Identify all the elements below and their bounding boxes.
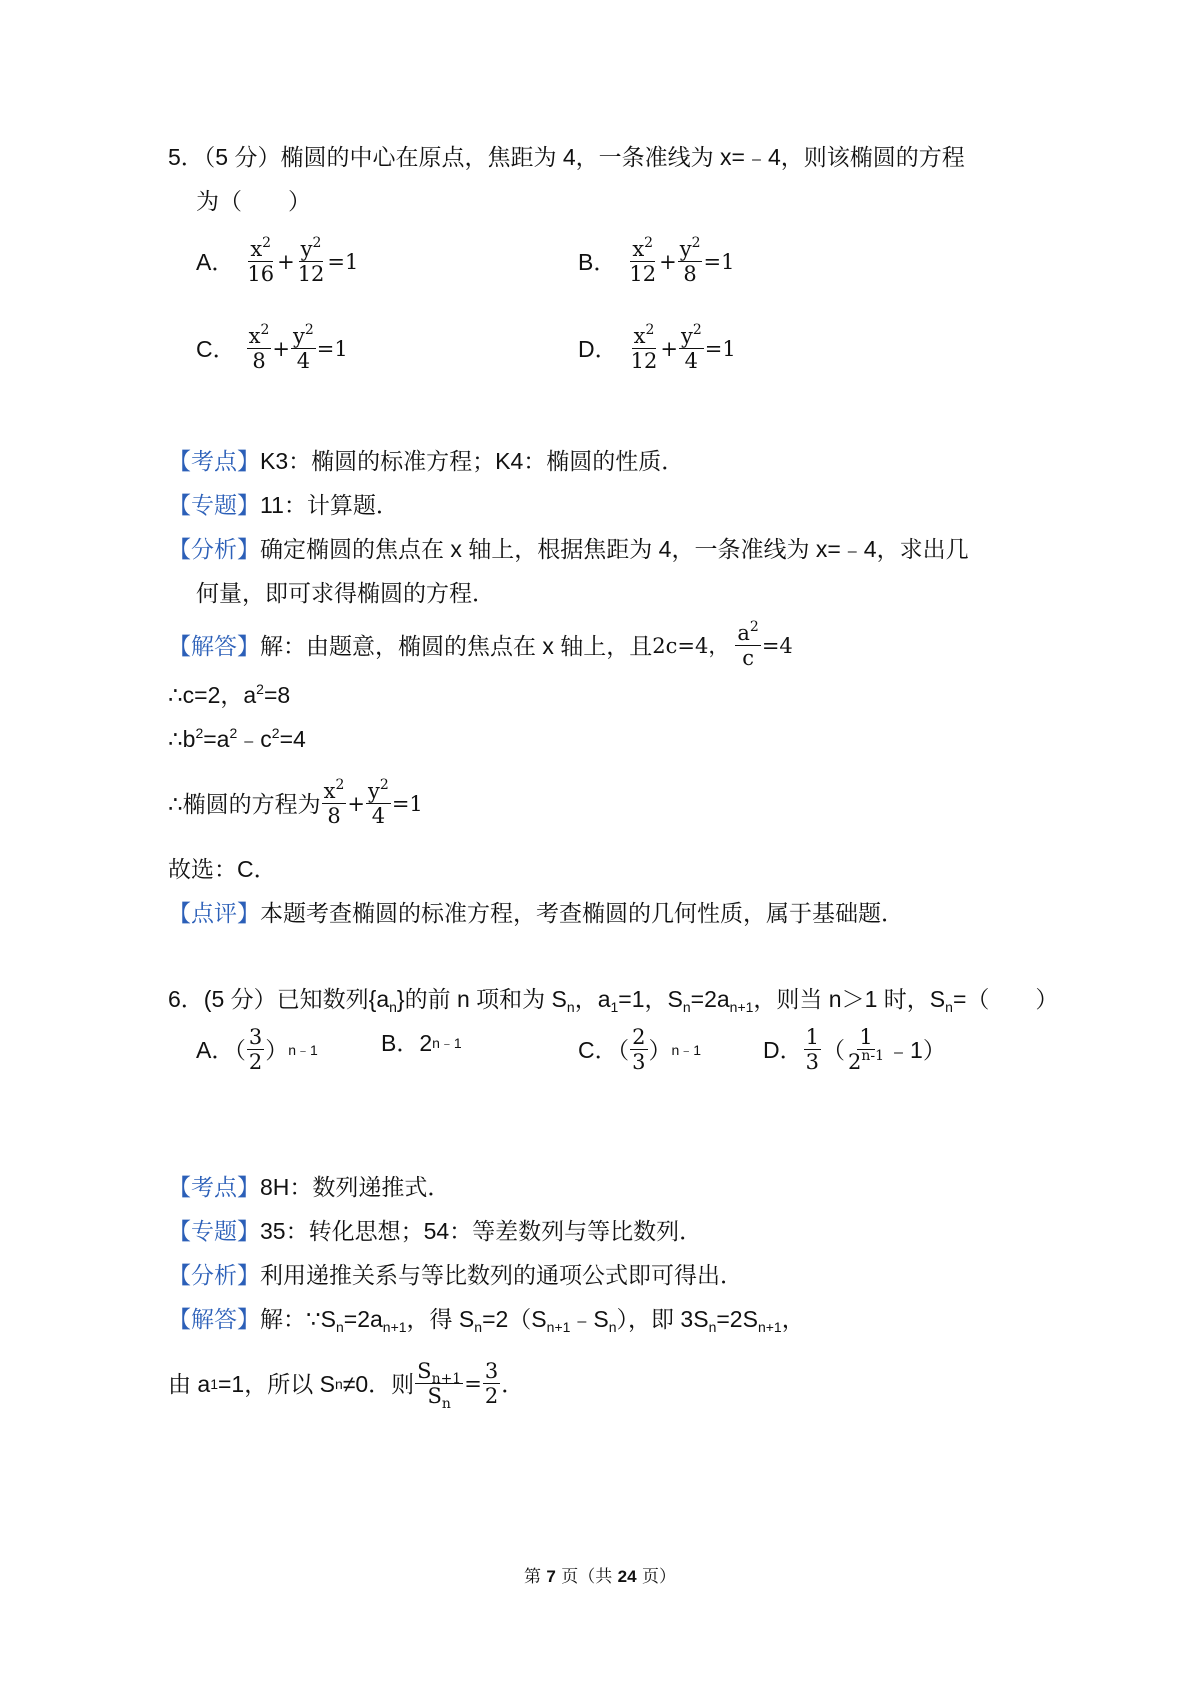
page-footer: 第 7 页（共 24 页） xyxy=(523,1567,676,1587)
q5-step2: $\therefore b^2=a^2﹣c^2=4$ xyxy=(168,725,306,752)
q6-zhuanti: 【专题】35：转化思想；54：等差数列与等比数列． xyxy=(168,1218,703,1244)
q6-jieda: 【解答】解：$\because S_n=2a_{n+1}$，得 $S_n=2(S_{n+1}﹣S_n)$，即 $3S_n=2S_{n+1}$， xyxy=(168,1306,805,1335)
q5-option-b: B． $\frac{x^2}{12}$ + $\frac{y^2}{8}$ =1 xyxy=(578,235,735,286)
q6-fenxi: 【分析】利用递推关系与等比数列的通项公式即可得出． xyxy=(168,1262,743,1288)
q6-kaodian: 【考点】8H：数列递推式． xyxy=(168,1174,451,1200)
q6-last-line: 由 a 1 =1，所以 S n ≠0．则 $\frac{S_{n+1}}{S_n}$ = $\frac{3}{2}$ ． xyxy=(168,1359,525,1412)
q5-fenxi-line1: 【分析】确定椭圆的焦点在 x 轴上，根据焦距为 4，一条准线为 x=﹣4，求出几 xyxy=(168,536,969,562)
q5-option-d: D． $\frac{x^2}{12}$ + $\frac{y^2}{4}$ =1 xyxy=(578,322,736,373)
q5-stem-line2: 为（ ） xyxy=(196,188,311,214)
q5-step1: ∴c=2，$a^2=8$ xyxy=(168,681,291,708)
q5-jieda: 【解答】 解：由题意，椭圆的焦点在 x 轴上，且 2c=4， $\frac{a^2}{c}$ =4 xyxy=(168,619,793,670)
q6-option-c: C．（ $\frac{2}{3}$ ） n﹣1 xyxy=(578,1025,702,1074)
q6-option-a: A．（ $\frac{3}{2}$ ） n﹣1 xyxy=(196,1025,318,1074)
q6-option-d: D． $\frac{1}{3}$ （ $\frac{1}{2^{n-1}}$ ﹣1） xyxy=(763,1025,946,1074)
q5-fenxi-line2: 何量，即可求得椭圆的方程． xyxy=(196,580,495,606)
q5-dianping: 【点评】本题考查椭圆的标准方程，考查椭圆的几何性质，属于基础题． xyxy=(168,900,904,926)
q5-step3: ∴椭圆的方程为 $\frac{x^2}{8}$ + $\frac{y^2}{4}$ =1 xyxy=(168,777,423,828)
q6-stem: 6．(5 分）已知数列$\{a_n\}$的前 n 项和为 $S_n$，$a_1=1$，$S_n=2a_{n+1}$，则当 n＞1 时，$S_n=$（ ） xyxy=(168,986,1059,1015)
q5-kaodian: 【考点】K3：椭圆的标准方程；K4：椭圆的性质． xyxy=(168,448,685,474)
q6-option-b: B．2 n﹣1 xyxy=(381,1030,462,1056)
q5-option-a: A． $\frac{x^2}{16}$ + $\frac{y^2}{12}$ =1 xyxy=(196,235,359,286)
q5-choice: 故选：C． xyxy=(168,856,277,882)
q5-stem-line1: 5．（5 分）椭圆的中心在原点，焦距为 4，一条准线为 x=﹣4，则该椭圆的方程 xyxy=(168,144,965,170)
q5-option-c: C． $\frac{x^2}{8}$ + $\frac{y^2}{4}$ =1 xyxy=(196,322,348,373)
q5-zhuanti: 【专题】11：计算题． xyxy=(168,492,399,518)
